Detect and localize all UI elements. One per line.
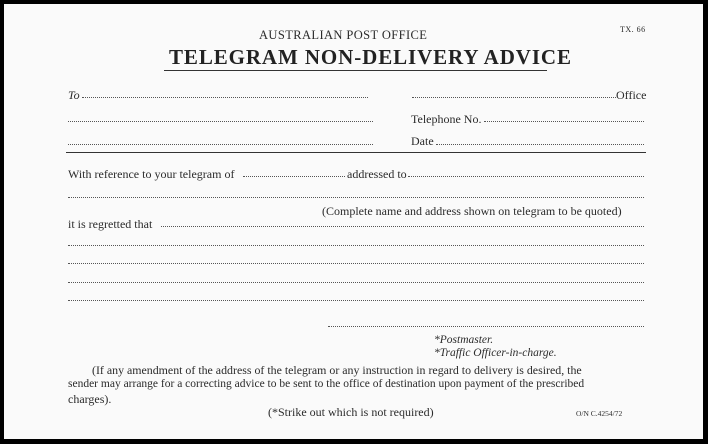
agency-name: AUSTRALIAN POST OFFICE <box>259 28 428 42</box>
reason-line-1[interactable] <box>161 226 644 227</box>
telegram-date-field[interactable] <box>243 176 345 177</box>
addressed-label: addressed to <box>347 167 407 181</box>
print-code: O/N C.4254/72 <box>576 409 623 418</box>
to-label: To <box>68 88 80 102</box>
quote-note: (Complete name and address shown on telegram to be quoted) <box>322 204 622 218</box>
office-field[interactable] <box>412 97 616 98</box>
form-title: TELEGRAM NON-DELIVERY ADVICE <box>169 45 572 69</box>
reason-line-5[interactable] <box>68 300 644 301</box>
signature-field[interactable] <box>328 326 644 327</box>
title-underline <box>164 70 547 71</box>
reason-line-2[interactable] <box>68 245 644 246</box>
addressee-line-2[interactable] <box>68 197 644 198</box>
to-field[interactable] <box>82 97 368 98</box>
date-label: Date <box>411 134 434 148</box>
regret-label: it is regretted that <box>68 217 153 231</box>
section-divider <box>66 152 646 153</box>
reason-line-4[interactable] <box>68 282 644 283</box>
reason-line-3[interactable] <box>68 263 644 264</box>
date-field[interactable] <box>436 144 644 145</box>
to-address-line-2[interactable] <box>68 121 373 122</box>
to-address-line-3[interactable] <box>68 144 373 145</box>
office-label: Office <box>616 88 647 102</box>
telegram-form <box>4 4 703 439</box>
signatory-postmaster: *Postmaster. <box>434 334 494 346</box>
telephone-label: Telephone No. <box>411 112 482 126</box>
strike-note: (*Strike out which is not required) <box>268 405 434 419</box>
footer-line-2: sender may arrange for a correcting advice to be sent to the office of destination upon payment of the prescribed <box>68 378 585 390</box>
footer-line-1: (If any amendment of the address of the telegram or any instruction in regard to delivery is desired, the <box>92 363 582 377</box>
addressee-field[interactable] <box>408 176 644 177</box>
telephone-field[interactable] <box>484 121 644 122</box>
footer-line-3: charges). <box>68 392 112 406</box>
reference-label: With reference to your telegram of <box>68 167 235 181</box>
signatory-traffic-officer: *Traffic Officer-in-charge. <box>434 347 557 359</box>
form-code: TX. 66 <box>620 25 646 34</box>
